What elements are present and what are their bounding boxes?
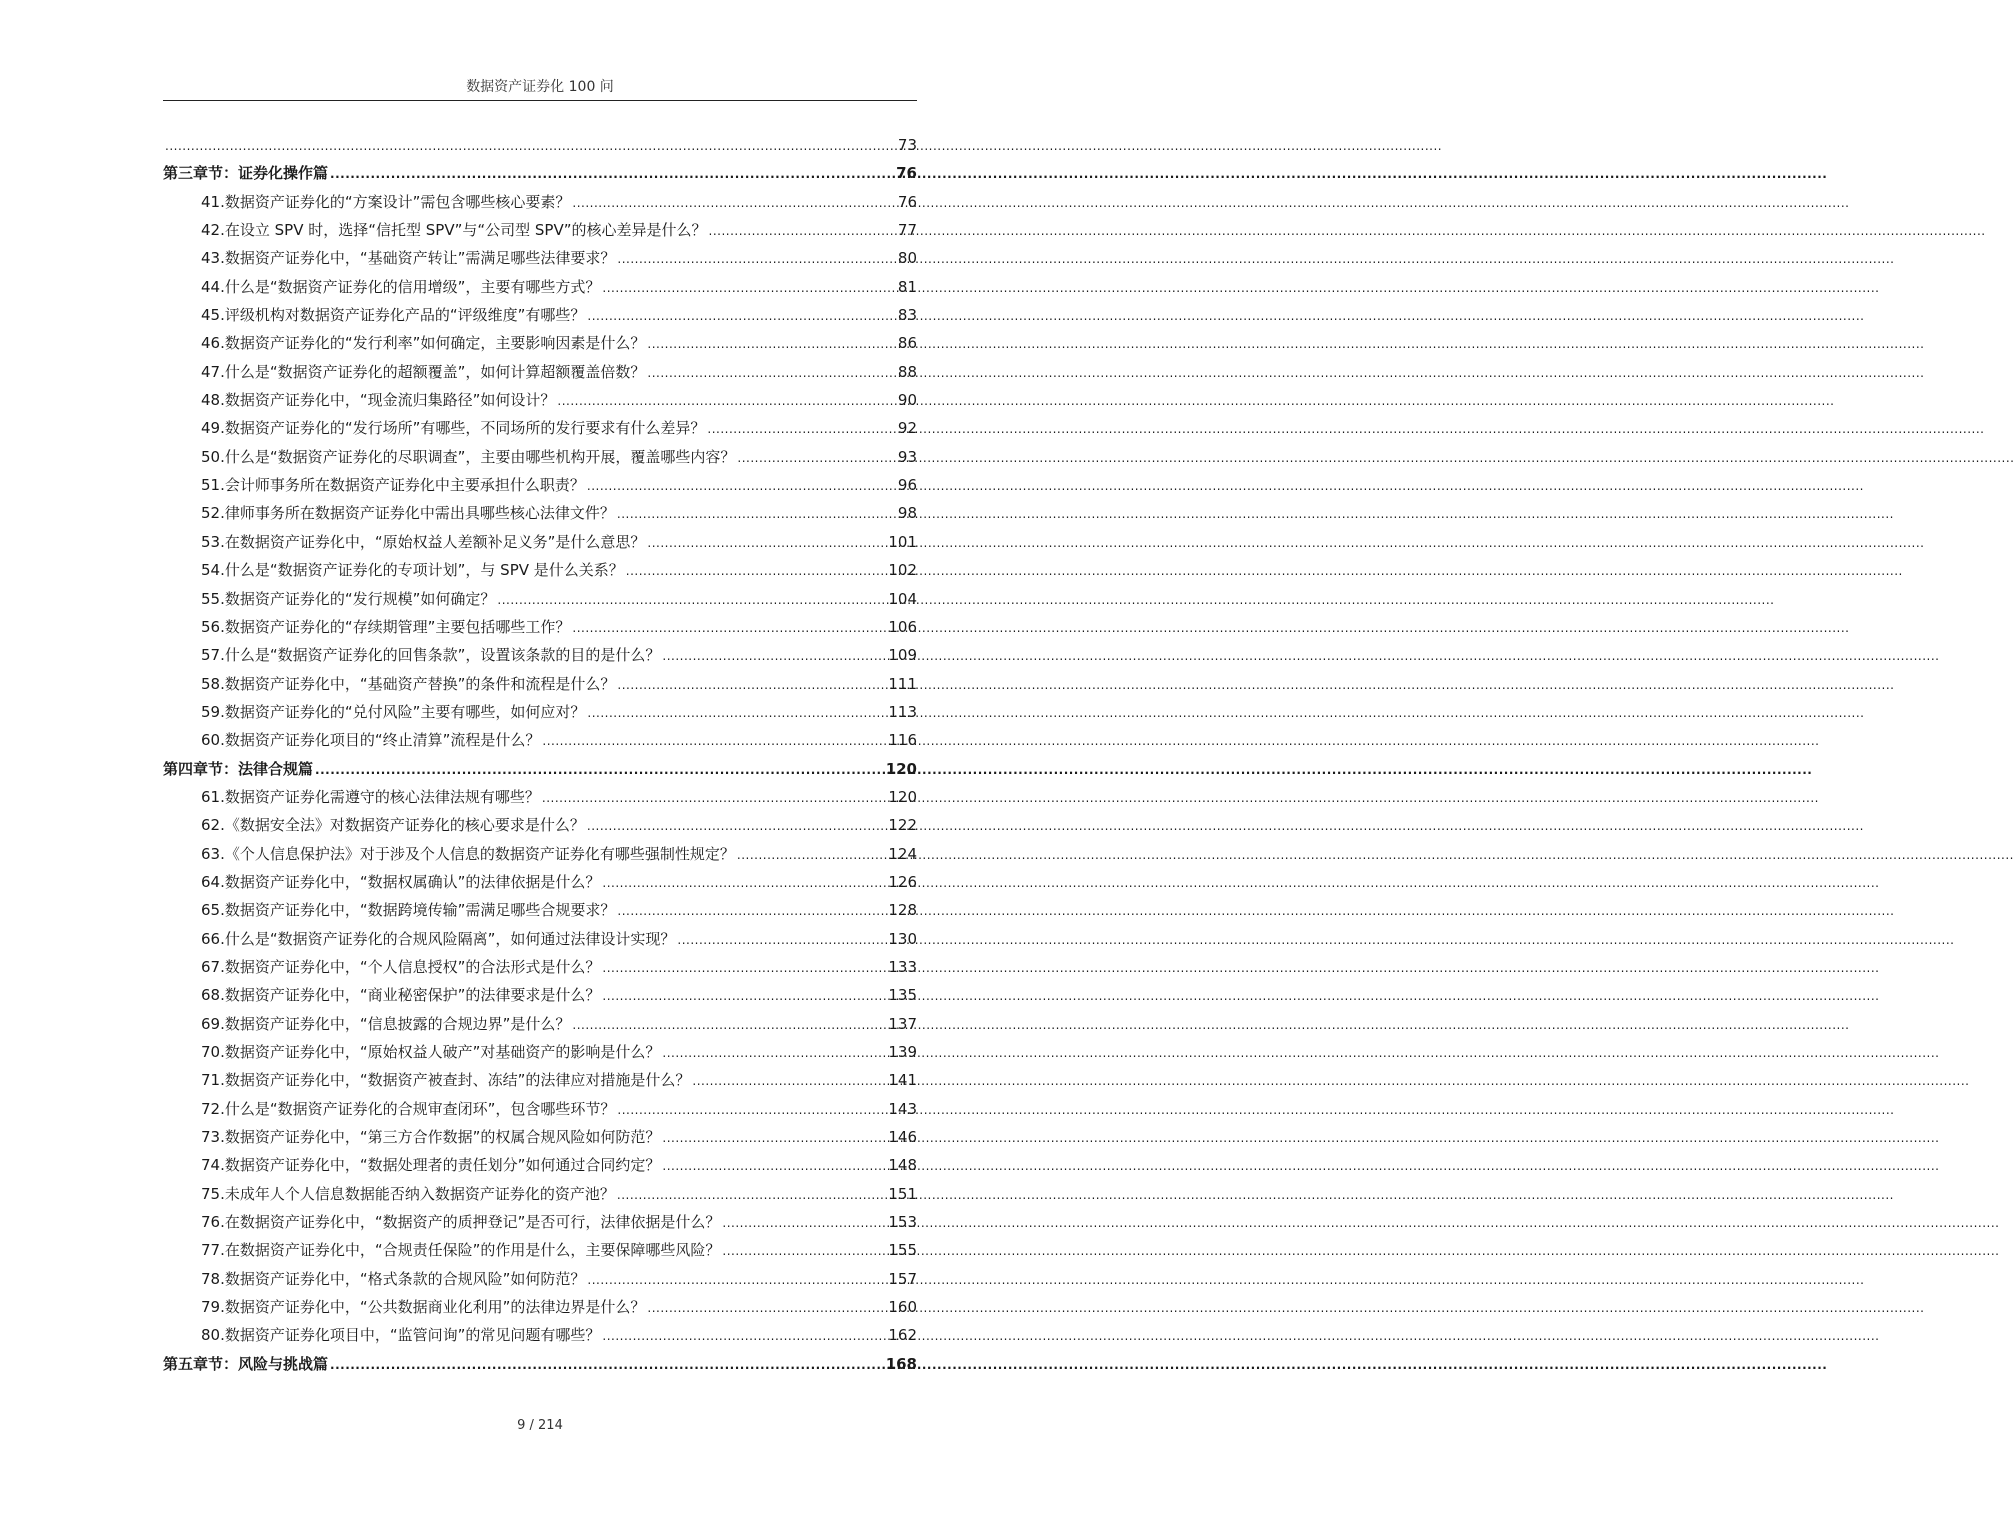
toc-entry-row[interactable]: [163, 358, 917, 386]
toc-page-number: 92: [897, 419, 917, 438]
leader-dots: [587, 471, 896, 500]
leader-dots: [602, 273, 896, 302]
toc-entry-row[interactable]: [163, 528, 917, 556]
toc-entry-row[interactable]: [163, 981, 917, 1009]
leader-dots: [602, 1321, 886, 1350]
toc-entry-row[interactable]: [163, 868, 917, 896]
toc-chapter-title: 第三章节：证券化操作篇: [163, 164, 329, 183]
leader-dots: [330, 1350, 884, 1379]
toc-page-number: 98: [897, 504, 917, 523]
header-divider: [163, 100, 917, 101]
toc-entry-number: 77.: [201, 1241, 225, 1260]
leader-dots: [677, 925, 886, 954]
toc-page-number: 135: [888, 986, 917, 1005]
toc-entry-title: 数据资产证券化中，“第三方合作数据”的权属合规风险如何防范？: [224, 1128, 661, 1147]
toc-entry-number: 51.: [201, 476, 225, 495]
toc-chapter-row[interactable]: [163, 1350, 917, 1378]
toc-entry-row[interactable]: [163, 641, 917, 669]
toc-continuation-row[interactable]: [163, 131, 917, 159]
leader-dots: [572, 1010, 886, 1039]
toc-entry-title: 数据资产证券化的“发行规模”如何确定？: [224, 589, 496, 608]
toc-entry-row[interactable]: [163, 216, 917, 244]
toc-entry-number: 71.: [201, 1071, 225, 1090]
toc-entry-number: 54.: [201, 561, 225, 580]
toc-entry-number: 46.: [201, 334, 225, 353]
toc-entry-number: 79.: [201, 1298, 225, 1317]
toc-entry-row[interactable]: [163, 896, 917, 924]
toc-chapter-row[interactable]: [163, 159, 917, 187]
toc-page-number: 120: [888, 787, 917, 806]
leader-dots: [330, 159, 894, 188]
toc-entry-title: 数据资产证券化中，“公共数据商业化利用”的法律边界是什么？: [224, 1298, 646, 1317]
toc-page-number: 143: [888, 1099, 917, 1118]
leader-dots: [587, 811, 886, 840]
toc-page-number: 106: [888, 617, 917, 636]
leader-dots: [617, 1180, 886, 1209]
toc-entry-title: 评级机构对数据资产证券化产品的“评级维度”有哪些？: [224, 306, 586, 325]
toc-entry-row[interactable]: [163, 585, 917, 613]
toc-page-number: 120: [885, 759, 917, 778]
toc-entry-number: 41.: [201, 192, 225, 211]
toc-entry-row[interactable]: [163, 556, 917, 584]
toc-page-number: 153: [888, 1213, 917, 1232]
toc-page-number: 155: [888, 1241, 917, 1260]
toc-entry-title: 《数据安全法》对数据资产证券化的核心要求是什么？: [224, 816, 585, 835]
toc-entry-title: 数据资产证券化的“兑付风险”主要有哪些，如何应对？: [224, 702, 586, 721]
toc-page-number: 128: [888, 901, 917, 920]
toc-entry-row[interactable]: [163, 925, 917, 953]
toc-entry-number: 75.: [201, 1184, 225, 1203]
toc-entry-number: 48.: [201, 391, 225, 410]
toc-entry-row[interactable]: [163, 670, 917, 698]
toc-entry-number: 49.: [201, 419, 225, 438]
leader-dots: [647, 329, 896, 358]
toc-page-number: 122: [888, 816, 917, 835]
toc-entry-number: 63.: [201, 844, 225, 863]
toc-chapter-title: 第四章节：法律合规篇: [163, 759, 314, 778]
toc-page-number: 73: [897, 136, 917, 154]
toc-chapter-title: 第五章节：风险与挑战篇: [163, 1354, 329, 1373]
toc-entry-row[interactable]: [163, 1095, 917, 1123]
toc-chapter-row[interactable]: [163, 755, 917, 783]
toc-entry-title: 在数据资产证券化中，“原始权益人差额补足义务”是什么意思？: [224, 532, 646, 551]
toc-entry-row[interactable]: [163, 414, 917, 442]
toc-page-number: 141: [888, 1071, 917, 1090]
toc-entry-title: 在数据资产证券化中，“数据资产的质押登记”是否可行，法律依据是什么？: [224, 1213, 721, 1232]
toc-entry-row[interactable]: [163, 1123, 917, 1151]
toc-entry-title: 会计师事务所在数据资产证券化中主要承担什么职责？: [224, 476, 585, 495]
toc-entry-title: 数据资产证券化中，“原始权益人破产”对基础资产的影响是什么？: [224, 1043, 661, 1061]
toc-entry-title: 数据资产证券化项目的“终止清算”流程是什么？: [224, 731, 541, 750]
toc-page-number: 133: [888, 957, 917, 976]
toc-entry-title: 什么是“数据资产证券化的信用增级”，主要有哪些方式？: [224, 277, 601, 296]
toc-page-number: 111: [888, 674, 917, 693]
toc-entry-row[interactable]: [163, 1038, 917, 1066]
toc-entry-number: 53.: [201, 532, 225, 551]
toc-entry-number: 44.: [201, 277, 225, 296]
toc-page-number: 76: [896, 164, 917, 183]
toc-page-number: 77: [897, 221, 917, 240]
toc-entry-row[interactable]: [163, 1265, 917, 1293]
leader-dots: [617, 1095, 886, 1124]
toc-page-number: 90: [897, 391, 917, 410]
toc-page-number: 86: [897, 334, 917, 353]
page-footer: 9 / 214: [517, 1418, 563, 1433]
toc-entry-row[interactable]: [163, 698, 917, 726]
toc-entry-title: 数据资产证券化的“发行利率”如何确定，主要影响因素是什么？: [224, 334, 646, 353]
toc-entry-title: 在数据资产证券化中，“合规责任保险”的作用是什么，主要保障哪些风险？: [224, 1241, 721, 1260]
toc-entry-number: 42.: [201, 221, 225, 240]
toc-entry-number: 70.: [201, 1043, 225, 1061]
toc-entry-title: 数据资产证券化中，“信息披露的合规边界”是什么？: [224, 1014, 571, 1033]
toc-entry-row[interactable]: [163, 840, 917, 868]
leader-dots: [587, 1265, 886, 1294]
toc-page-number: 137: [888, 1014, 917, 1033]
toc-entry-number: 67.: [201, 957, 225, 976]
toc-page-number: 80: [897, 249, 917, 268]
toc-entry-title: 数据资产证券化需遵守的核心法律法规有哪些？: [224, 787, 540, 806]
leader-dots: [617, 896, 886, 925]
toc-page-number: 148: [888, 1156, 917, 1175]
leader-dots: [617, 670, 886, 699]
leader-dots: [692, 1066, 886, 1095]
toc-entry-title: 律师事务所在数据资产证券化中需出具哪些核心法律文件？: [224, 504, 615, 523]
toc-entry-number: 59.: [201, 702, 225, 721]
toc-entry-number: 62.: [201, 816, 225, 835]
toc-entry-title: 什么是“数据资产证券化的合规审查闭环”，包含哪些环节？: [224, 1099, 616, 1118]
leader-dots: [617, 499, 896, 528]
toc-page-number: 162: [888, 1326, 917, 1345]
leader-dots: [722, 1236, 886, 1265]
toc-page-number: 113: [888, 702, 917, 721]
toc-entry-number: 61.: [201, 787, 225, 806]
toc-page-number: 101: [888, 532, 917, 551]
leader-dots: [662, 1038, 886, 1067]
toc-entry-title: 数据资产证券化中，“格式条款的合规风险”如何防范？: [224, 1269, 586, 1288]
toc-entry-row[interactable]: [163, 273, 917, 301]
toc-entry-number: 69.: [201, 1014, 225, 1033]
leader-dots: [737, 840, 886, 869]
toc-page-number: 76: [897, 192, 917, 211]
toc-entry-title: 数据资产证券化的“发行场所”有哪些，不同场所的发行要求有什么差异？: [224, 419, 706, 438]
toc-entry-title: 数据资产证券化中，“基础资产转让”需满足哪些法律要求？: [224, 249, 616, 268]
toc-entry-title: 数据资产证券化中，“数据跨境传输”需满足哪些合规要求？: [224, 901, 616, 920]
toc-page-number: 81: [897, 277, 917, 296]
toc-entry-number: 43.: [201, 249, 225, 268]
toc-page-number: 104: [888, 589, 917, 608]
toc-page-number: 83: [897, 306, 917, 325]
toc-entry-title: 什么是“数据资产证券化的回售条款”，设置该条款的目的是什么？: [224, 646, 661, 665]
toc-entry-title: 什么是“数据资产证券化的合规风险隔离”，如何通过法律设计实现？: [224, 929, 676, 948]
toc-entry-row[interactable]: [163, 1321, 917, 1349]
leader-dots: [572, 188, 896, 217]
toc-entry-row[interactable]: [163, 188, 917, 216]
leader-dots: [662, 1151, 886, 1180]
toc-entry-row[interactable]: [163, 1180, 917, 1208]
toc-entry-title: 数据资产证券化中，“数据资产被查封、冻结”的法律应对措施是什么？: [224, 1071, 691, 1090]
leader-dots: [737, 443, 896, 472]
leader-dots: [647, 1293, 886, 1322]
toc-entry-number: 74.: [201, 1156, 225, 1175]
toc-entry-number: 73.: [201, 1128, 225, 1147]
toc-entry-row[interactable]: [163, 811, 917, 839]
toc-page-number: 130: [888, 929, 917, 948]
table-of-contents: [163, 131, 917, 1378]
toc-entry-title: 数据资产证券化中，“数据处理者的责任划分”如何通过合同约定？: [224, 1156, 661, 1175]
toc-entry-title: 数据资产证券化中，“商业秘密保护”的法律要求是什么？: [224, 986, 601, 1005]
toc-page-number: 102: [888, 561, 917, 580]
toc-entry-number: 52.: [201, 504, 225, 523]
leader-dots: [707, 414, 896, 443]
leader-dots: [587, 698, 886, 727]
toc-entry-number: 55.: [201, 589, 225, 608]
leader-dots: [722, 1208, 886, 1237]
toc-entry-row[interactable]: [163, 783, 917, 811]
toc-entry-row[interactable]: [163, 301, 917, 329]
leader-dots: [497, 585, 886, 614]
leader-dots: [647, 358, 896, 387]
toc-page-number: 96: [897, 476, 917, 495]
leader-dots: [617, 244, 896, 273]
toc-entry-number: 50.: [201, 447, 225, 466]
toc-entry-title: 数据资产证券化中，“现金流归集路径”如何设计？: [224, 391, 556, 410]
toc-entry-row[interactable]: [163, 953, 917, 981]
toc-entry-number: 80.: [201, 1326, 225, 1345]
leader-dots: [662, 641, 886, 670]
toc-entry-number: 65.: [201, 901, 225, 920]
leader-dots: [542, 783, 886, 812]
leader-dots: [587, 301, 896, 330]
toc-entry-number: 78.: [201, 1269, 225, 1288]
toc-entry-title: 什么是“数据资产证券化的尽职调查”，主要由哪些机构开展，覆盖哪些内容？: [224, 447, 736, 466]
leader-dots: [626, 556, 887, 585]
toc-entry-title: 数据资产证券化的“存续期管理”主要包括哪些工作？: [224, 617, 571, 636]
toc-entry-row[interactable]: [163, 471, 917, 499]
toc-entry-number: 57.: [201, 646, 225, 665]
leader-dots: [572, 613, 886, 642]
toc-entry-row[interactable]: [163, 1010, 917, 1038]
toc-entry-title: 数据资产证券化项目中，“监管问询”的常见问题有哪些？: [224, 1326, 601, 1345]
leader-dots: [315, 755, 884, 784]
toc-entry-row[interactable]: [163, 443, 917, 471]
leader-dots: [602, 981, 886, 1010]
toc-entry-row[interactable]: [163, 1236, 917, 1264]
toc-page-number: 88: [897, 362, 917, 381]
toc-page-number: 151: [888, 1184, 917, 1203]
toc-entry-row[interactable]: [163, 1208, 917, 1236]
toc-entry-row[interactable]: [163, 386, 917, 414]
toc-entry-title: 数据资产证券化的“方案设计”需包含哪些核心要素？: [224, 192, 571, 211]
leader-dots: [165, 131, 896, 160]
toc-entry-number: 47.: [201, 362, 225, 381]
toc-page-number: 168: [885, 1354, 917, 1373]
toc-page-number: 139: [888, 1043, 917, 1061]
toc-entry-row[interactable]: [163, 1066, 917, 1094]
toc-entry-number: 58.: [201, 674, 225, 693]
toc-entry-number: 60.: [201, 731, 225, 750]
toc-page-number: 116: [888, 731, 917, 750]
toc-page-number: 126: [888, 872, 917, 891]
toc-entry-row[interactable]: [163, 1151, 917, 1179]
toc-entry-number: 56.: [201, 617, 225, 636]
toc-entry-title: 数据资产证券化中，“基础资产替换”的条件和流程是什么？: [224, 674, 616, 693]
toc-entry-title: 什么是“数据资产证券化的专项计划”，与 SPV 是什么关系？: [224, 561, 624, 580]
toc-entry-number: 72.: [201, 1099, 225, 1118]
toc-entry-row[interactable]: [163, 499, 917, 527]
toc-entry-row[interactable]: [163, 329, 917, 357]
toc-entry-number: 66.: [201, 929, 225, 948]
toc-page-number: 157: [888, 1269, 917, 1288]
leader-dots: [602, 868, 886, 897]
toc-entry-title: 什么是“数据资产证券化的超额覆盖”，如何计算超额覆盖倍数？: [224, 362, 646, 381]
toc-page-number: 160: [888, 1298, 917, 1317]
running-header: 数据资产证券化 100 问: [466, 79, 614, 95]
toc-entry-number: 64.: [201, 872, 225, 891]
toc-page-number: 146: [888, 1128, 917, 1147]
leader-dots: [647, 528, 886, 557]
leader-dots: [557, 386, 896, 415]
toc-entry-title: 数据资产证券化中，“个人信息授权”的合法形式是什么？: [224, 957, 601, 976]
toc-page-number: 93: [897, 447, 917, 466]
leader-dots: [602, 953, 886, 982]
leader-dots: [542, 726, 886, 755]
toc-entry-number: 68.: [201, 986, 225, 1005]
toc-entry-title: 数据资产证券化中，“数据权属确认”的法律依据是什么？: [224, 872, 601, 891]
toc-page-number: 109: [888, 646, 917, 665]
toc-entry-number: 45.: [201, 306, 225, 325]
toc-entry-row[interactable]: [163, 244, 917, 272]
toc-page-number: 124: [888, 844, 917, 863]
leader-dots: [709, 216, 896, 245]
toc-entry-title: 《个人信息保护法》对于涉及个人信息的数据资产证券化有哪些强制性规定？: [224, 844, 735, 863]
toc-entry-row[interactable]: [163, 1293, 917, 1321]
toc-entry-title: 未成年人个人信息数据能否纳入数据资产证券化的资产池？: [224, 1184, 615, 1203]
toc-entry-title: 在设立 SPV 时，选择“信托型 SPV”与“公司型 SPV”的核心差异是什么？: [224, 221, 707, 240]
toc-entry-row[interactable]: [163, 726, 917, 754]
leader-dots: [662, 1123, 886, 1152]
toc-entry-number: 76.: [201, 1213, 225, 1232]
toc-entry-row[interactable]: [163, 613, 917, 641]
